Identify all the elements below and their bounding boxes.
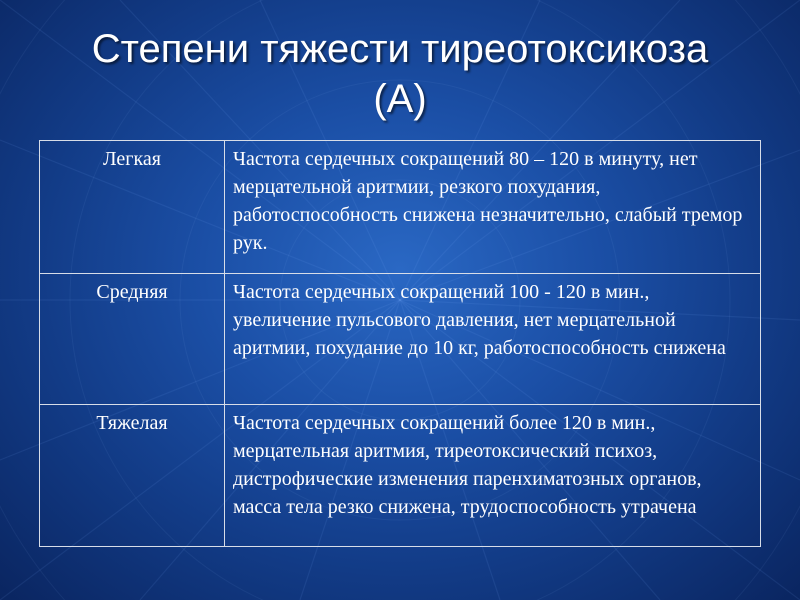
table-row <box>40 274 761 405</box>
severity-level-cell: Средняя <box>40 274 225 405</box>
severity-table <box>39 140 761 547</box>
slide-title <box>0 24 800 124</box>
severity-level-cell: Легкая <box>40 141 225 274</box>
severity-level-cell: Тяжелая <box>40 405 225 547</box>
table-row <box>40 141 761 274</box>
severity-description-cell: Частота сердечных сокращений более 120 в мин., мерцательная аритмия, тиреотоксический психоз, дистрофические изменения паренхиматозных органов, масса тела резко снижена, трудоспособность утрачена <box>225 405 761 547</box>
slide-title-line-2: (А) <box>373 77 427 121</box>
table-row <box>40 405 761 547</box>
slide-title-line-1: Степени тяжести тиреотоксикоза <box>91 27 709 71</box>
severity-description-cell: Частота сердечных сокращений 100 - 120 в мин., увеличение пульсового давления, нет мерцательной аритмии, похудание до 10 кг, работоспособность снижена <box>225 274 761 405</box>
severity-description-cell: Частота сердечных сокращений 80 – 120 в минуту, нет мерцательной аритмии, резкого похудания, работоспособность снижена незначительно, слабый тремор рук. <box>225 141 761 274</box>
